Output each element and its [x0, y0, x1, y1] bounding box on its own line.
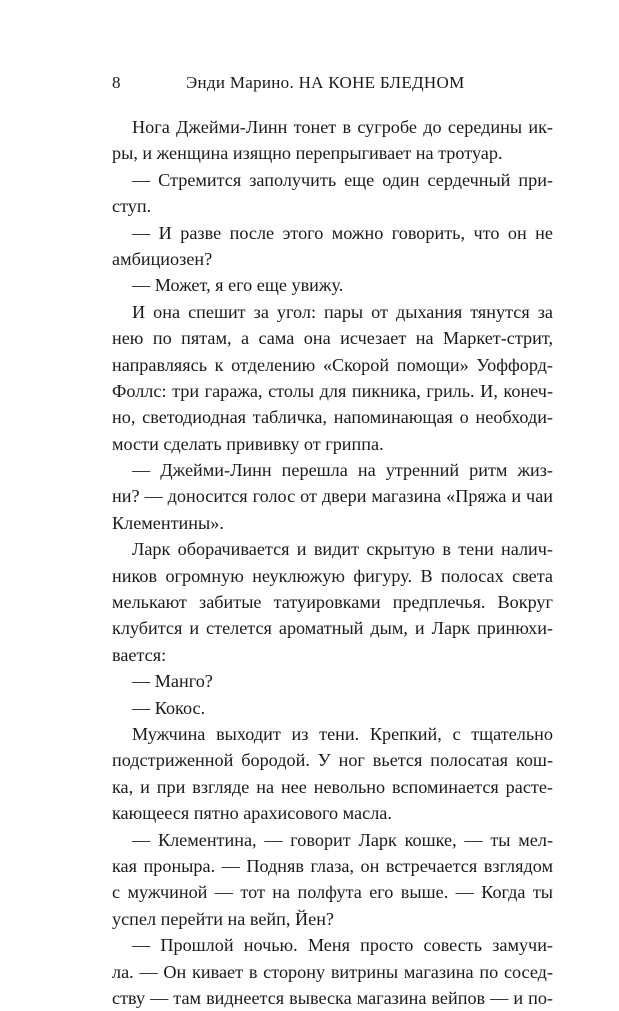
text-line: И она спешит за угол: пары от дыхания тянутся за	[132, 301, 553, 322]
text-line: ни? — доносится голос от двери магазина «Пряжа и чаи	[112, 486, 553, 507]
text-line: успел перейти на вейп, Йен?	[112, 908, 335, 929]
body-text	[112, 114, 553, 1011]
text-line: Мужчина выходит из тени. Крепкий, с тщательно	[132, 723, 553, 744]
text-line: но, светодиодная табличка, напоминающая о необходи-	[112, 407, 553, 428]
text-line: — И разве после этого можно говорить, что он не	[132, 222, 553, 243]
text-line: мелькают забитые татуировками предплечья. Вокруг	[112, 592, 553, 613]
text-line: ры, и женщина изящно перепрыгивает на тротуар.	[112, 143, 503, 164]
page-number: 8	[112, 73, 121, 92]
text-line: ников огромную неуклюжую фигуру. В полосах света	[112, 565, 553, 586]
text-line: — Прошлой ночью. Меня просто совесть замучи-	[132, 935, 553, 956]
text-line: клубится и стелется ароматный дым, и Ларк принюхи-	[112, 618, 553, 639]
text-line: Ларк оборачивается и видит скрытую в тени налич-	[132, 539, 553, 560]
text-line: подстриженной бородой. У ног вьется полосатая кош-	[112, 750, 553, 771]
text-line: ству — там виднеется вывеска магазина вейпов — и по-	[112, 987, 553, 1008]
running-head	[112, 73, 552, 99]
text-line: ка, и при взгляде на нее невольно вспоминается расте-	[112, 776, 553, 797]
text-line: — Клементина, — говорит Ларк кошке, — ты мел-	[132, 829, 553, 850]
text-line: нею по пятам, а сама она исчезает на Маркет-стрит,	[112, 328, 553, 349]
text-line: — Джейми-Линн перешла на утренний ритм жиз-	[132, 460, 553, 481]
running-title: Энди Марино. НА КОНЕ БЛЕДНОМ	[186, 73, 465, 92]
text-line: Клементины».	[112, 512, 224, 533]
text-line: мости сделать прививку от гриппа.	[112, 433, 384, 454]
text-line: — Манго?	[132, 671, 213, 692]
text-line: Нога Джейми-Линн тонет в сугробе до середины ик-	[132, 117, 553, 137]
text-line: ла. — Он кивает в сторону витрины магазина по сосед-	[112, 961, 553, 982]
text-line: направляясь к отделению «Скорой помощи» Уоффорд-	[112, 354, 553, 375]
text-line: вается:	[112, 644, 167, 665]
text-line: Фоллс: три гаража, столы для пикника, гриль. И, конеч-	[112, 380, 553, 401]
text-line: кая проныра. — Подняв глаза, он встречается взглядом	[112, 855, 553, 876]
text-line: — Стремится заполучить еще один сердечный при-	[132, 169, 553, 190]
text-line: амбициозен?	[112, 248, 213, 269]
text-line: — Кокос.	[132, 697, 206, 718]
text-line: ступ.	[112, 196, 152, 217]
text-line: кающееся пятно арахисового масла.	[112, 803, 392, 824]
text-line: — Может, я его еще увижу.	[132, 275, 344, 296]
text-line: с мужчиной — тот на полфута его выше. — Когда ты	[112, 882, 553, 903]
